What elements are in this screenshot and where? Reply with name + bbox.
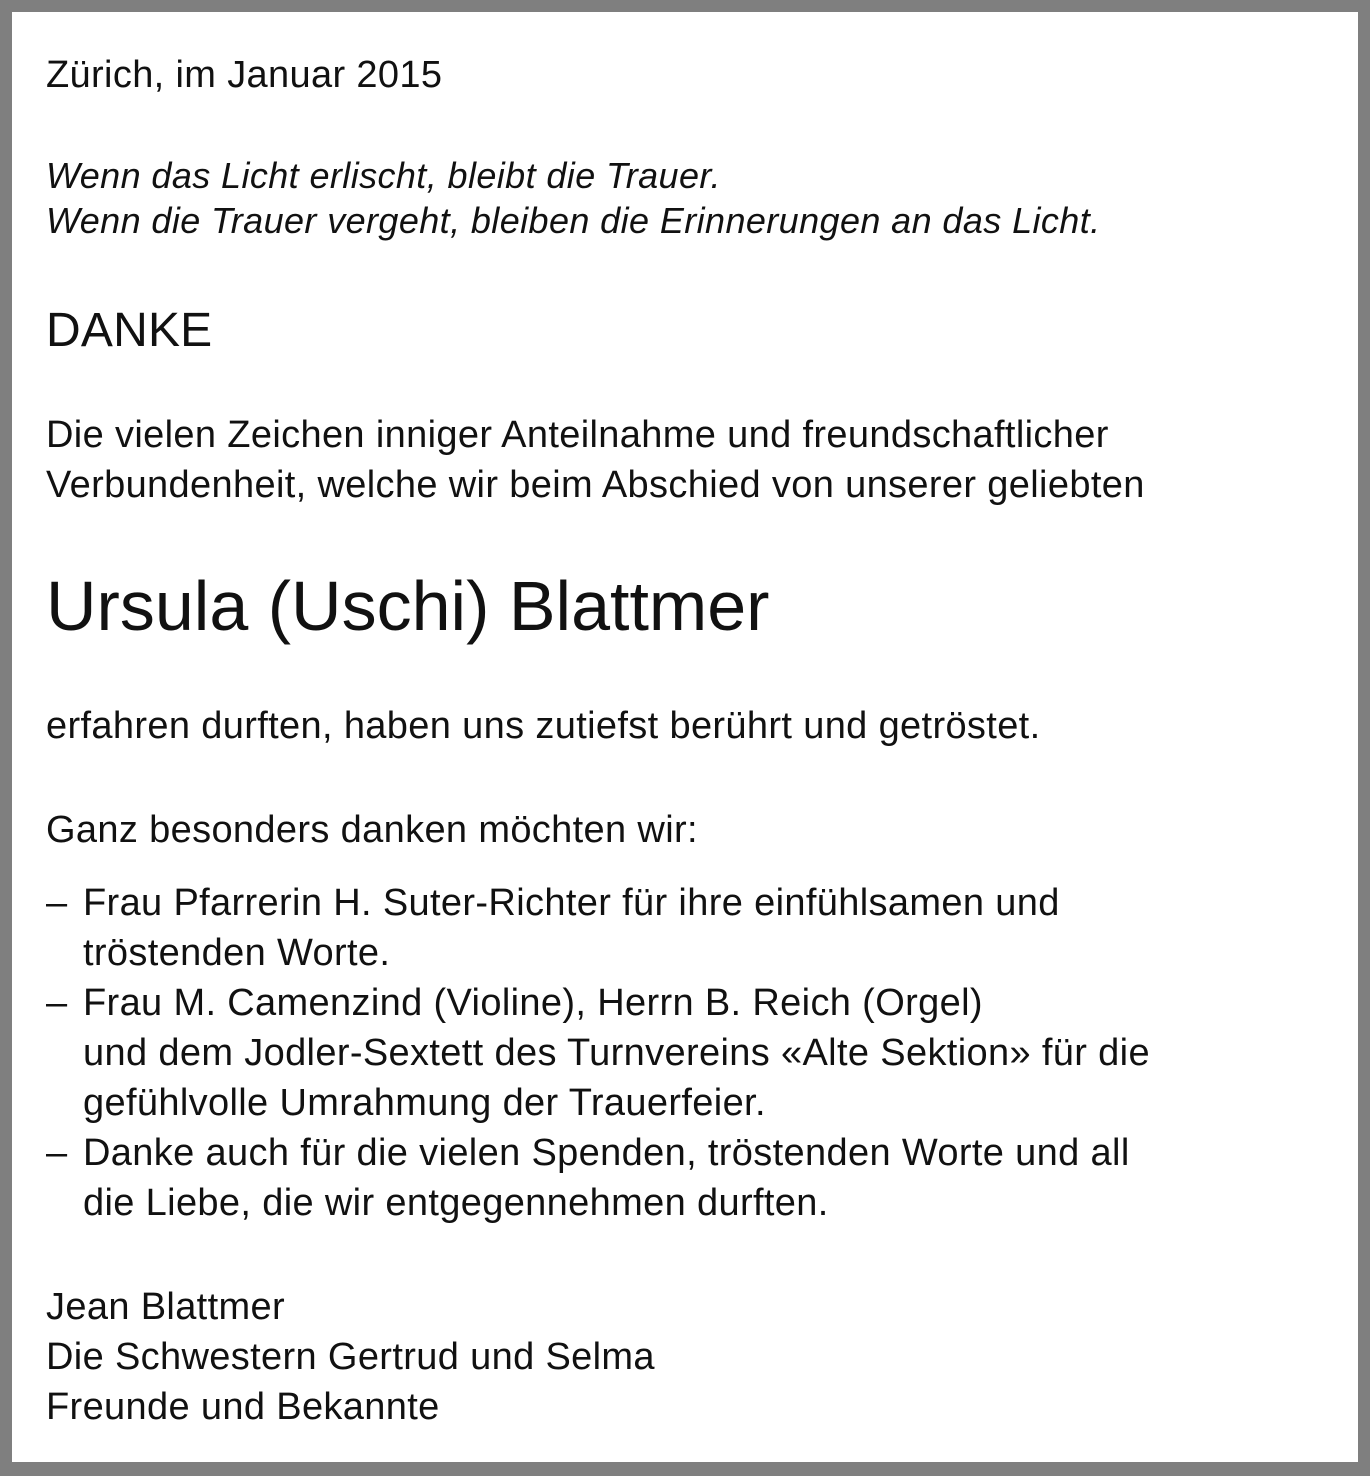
signature-line-1: Jean Blattmer bbox=[46, 1286, 285, 1328]
signature-line-3: Freunde und Bekannte bbox=[46, 1386, 440, 1428]
thanks-item-3-line-1: Danke auch für die vielen Spenden, tröstenden Worte und all bbox=[83, 1132, 1130, 1174]
deceased-name: Ursula (Uschi) Blattmer bbox=[46, 567, 770, 645]
intro-line-1: Die vielen Zeichen inniger Anteilnahme und freundschaftlicher bbox=[46, 414, 1109, 456]
thanks-item-2-line-2: und dem Jodler-Sextett des Turnvereins «Alte Sektion» für die bbox=[83, 1032, 1150, 1074]
place-date: Zürich, im Januar 2015 bbox=[46, 54, 443, 96]
signature-line-2: Die Schwestern Gertrud und Selma bbox=[46, 1336, 655, 1378]
thanks-item-1-line-2: tröstenden Worte. bbox=[83, 932, 391, 974]
list-dash: – bbox=[46, 882, 68, 924]
list-dash: – bbox=[46, 982, 68, 1024]
danke-heading: DANKE bbox=[46, 304, 213, 357]
thanks-item-2-line-1: Frau M. Camenzind (Violine), Herrn B. Reich (Orgel) bbox=[83, 982, 983, 1024]
list-dash: – bbox=[46, 1132, 68, 1174]
thanks-intro: Ganz besonders danken möchten wir: bbox=[46, 809, 698, 851]
thanks-item-3-line-2: die Liebe, die wir entgegennehmen durften. bbox=[83, 1182, 829, 1224]
intro-line-2: Verbundenheit, welche wir beim Abschied von unserer geliebten bbox=[46, 464, 1145, 506]
outro-line: erfahren durften, haben uns zutiefst berührt und getröstet. bbox=[46, 705, 1041, 747]
thanks-item-1-line-1: Frau Pfarrerin H. Suter-Richter für ihre einfühlsamen und bbox=[83, 882, 1060, 924]
thanks-item-2-line-3: gefühlvolle Umrahmung der Trauerfeier. bbox=[83, 1082, 766, 1124]
quote-line-2: Wenn die Trauer vergeht, bleiben die Erinnerungen an das Licht. bbox=[46, 200, 1101, 241]
quote-line-1: Wenn das Licht erlischt, bleibt die Trauer. bbox=[46, 155, 721, 196]
